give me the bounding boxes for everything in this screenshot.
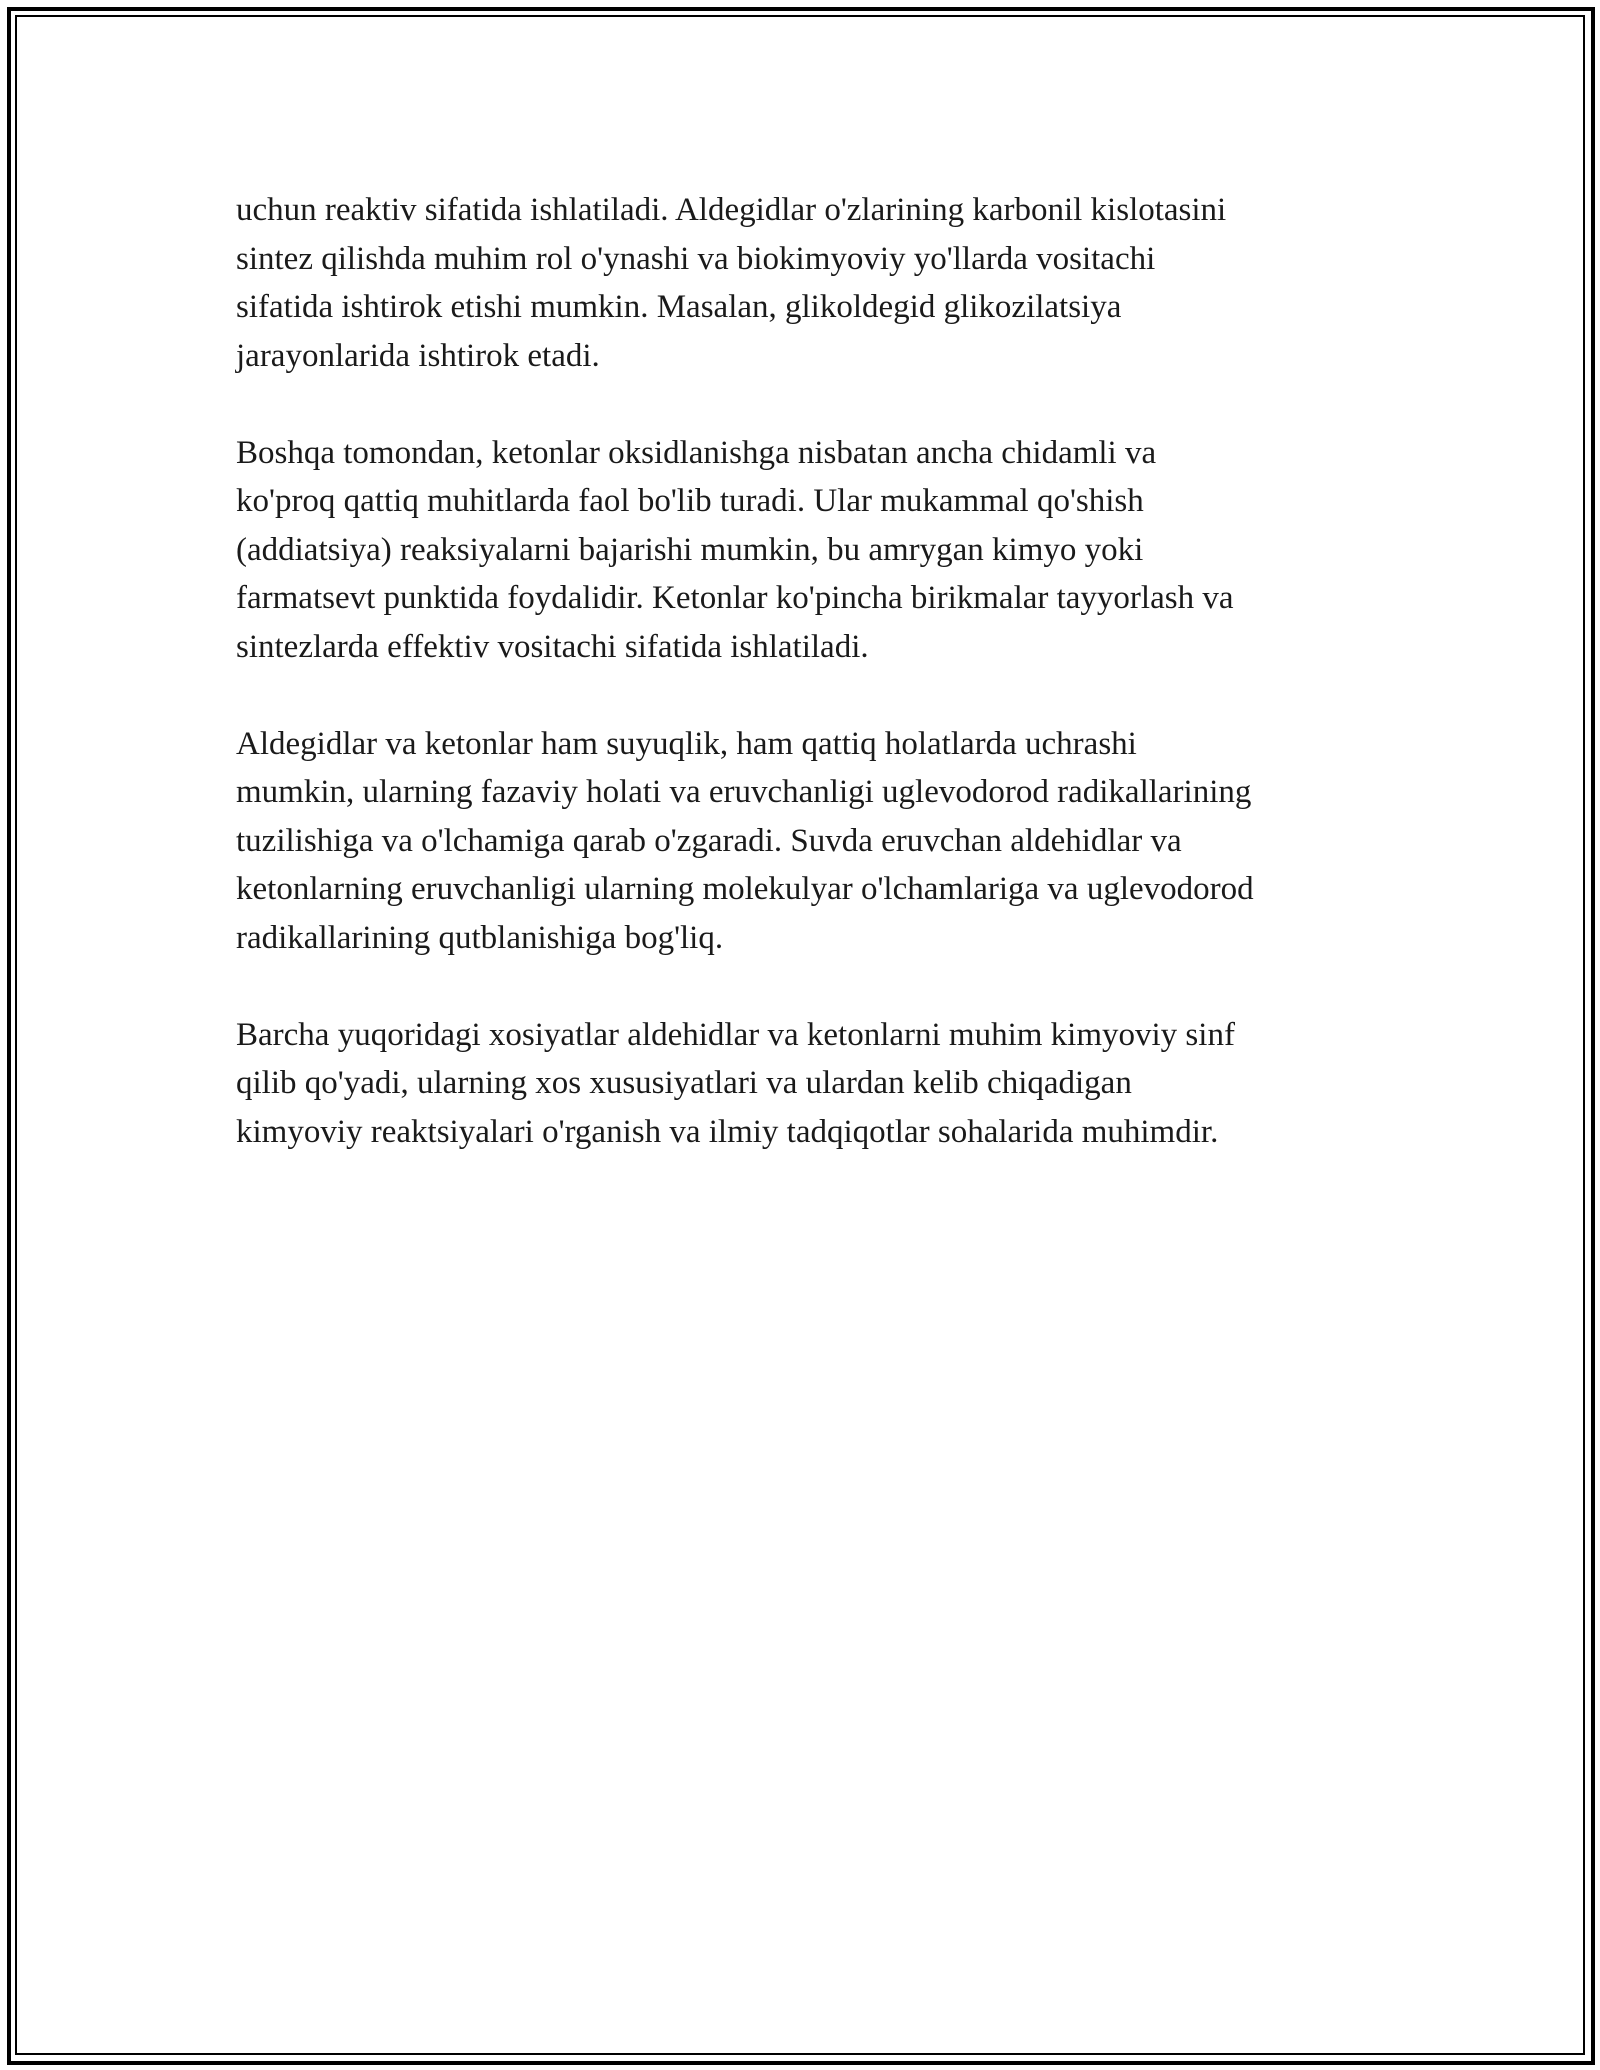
paragraph-line: farmatsevt punktida foydalidir. Ketonlar ko'pincha birikmalar tayyorlash va [236, 580, 1234, 616]
paragraph-line: ko'proq qattiq muhitlarda faol bo'lib turadi. Ular mukammal qo'shish [236, 483, 1144, 519]
paragraph-3 [236, 720, 1386, 963]
document-body [236, 186, 1386, 1156]
paragraph-line: radikallarining qutblanishiga bog'liq. [236, 919, 724, 956]
paragraph-line: qilib qo'yadi, ularning xos xususiyatlari va ulardan kelib chiqadigan [236, 1065, 1132, 1101]
paragraph-line: jarayonlarida ishtirok etadi. [236, 337, 600, 374]
paragraph-4 [236, 1011, 1386, 1157]
paragraph-line: uchun reaktiv sifatida ishlatiladi. Aldegidlar o'zlarining karbonil kislotasini [236, 192, 1227, 228]
paragraph-line: mumkin, ularning fazaviy holati va eruvchanligi uglevodorod radikallarining [236, 774, 1252, 810]
paragraph-line: (addiatsiya) reaksiyalarni bajarishi mumkin, bu amrygan kimyo yoki [236, 531, 1144, 568]
paragraph-2 [236, 429, 1386, 672]
paragraph-line: Aldegidlar va ketonlar ham suyuqlik, ham qattiq holatlarda uchrashi [236, 725, 1137, 762]
paragraph-line: tuzilishiga va o'lchamiga qarab o'zgaradi. Suvda eruvchan aldehidlar va [236, 822, 1182, 859]
paragraph-line: Barcha yuqoridagi xosiyatlar aldehidlar va ketonlarni muhim kimyoviy sinf [236, 1016, 1235, 1053]
paragraph-line: kimyoviy reaktsiyalari o'rganish va ilmiy tadqiqotlar sohalarida muhimdir. [236, 1113, 1219, 1150]
paragraph-line: sifatida ishtirok etishi mumkin. Masalan, glikoldegid glikozilatsiya [236, 289, 1122, 325]
paragraph-line: sintez qilishda muhim rol o'ynashi va biokimyoviy yo'llarda vositachi [236, 240, 1156, 277]
paragraph-line: ketonlarning eruvchanligi ularning molekulyar o'lchamlariga va uglevodorod [236, 871, 1254, 907]
paragraph-line: Boshqa tomondan, ketonlar oksidlanishga nisbatan ancha chidamli va [236, 434, 1157, 471]
paragraph-1 [236, 186, 1386, 380]
paragraph-line: sintezlarda effektiv vositachi sifatida ishlatiladi. [236, 628, 869, 665]
